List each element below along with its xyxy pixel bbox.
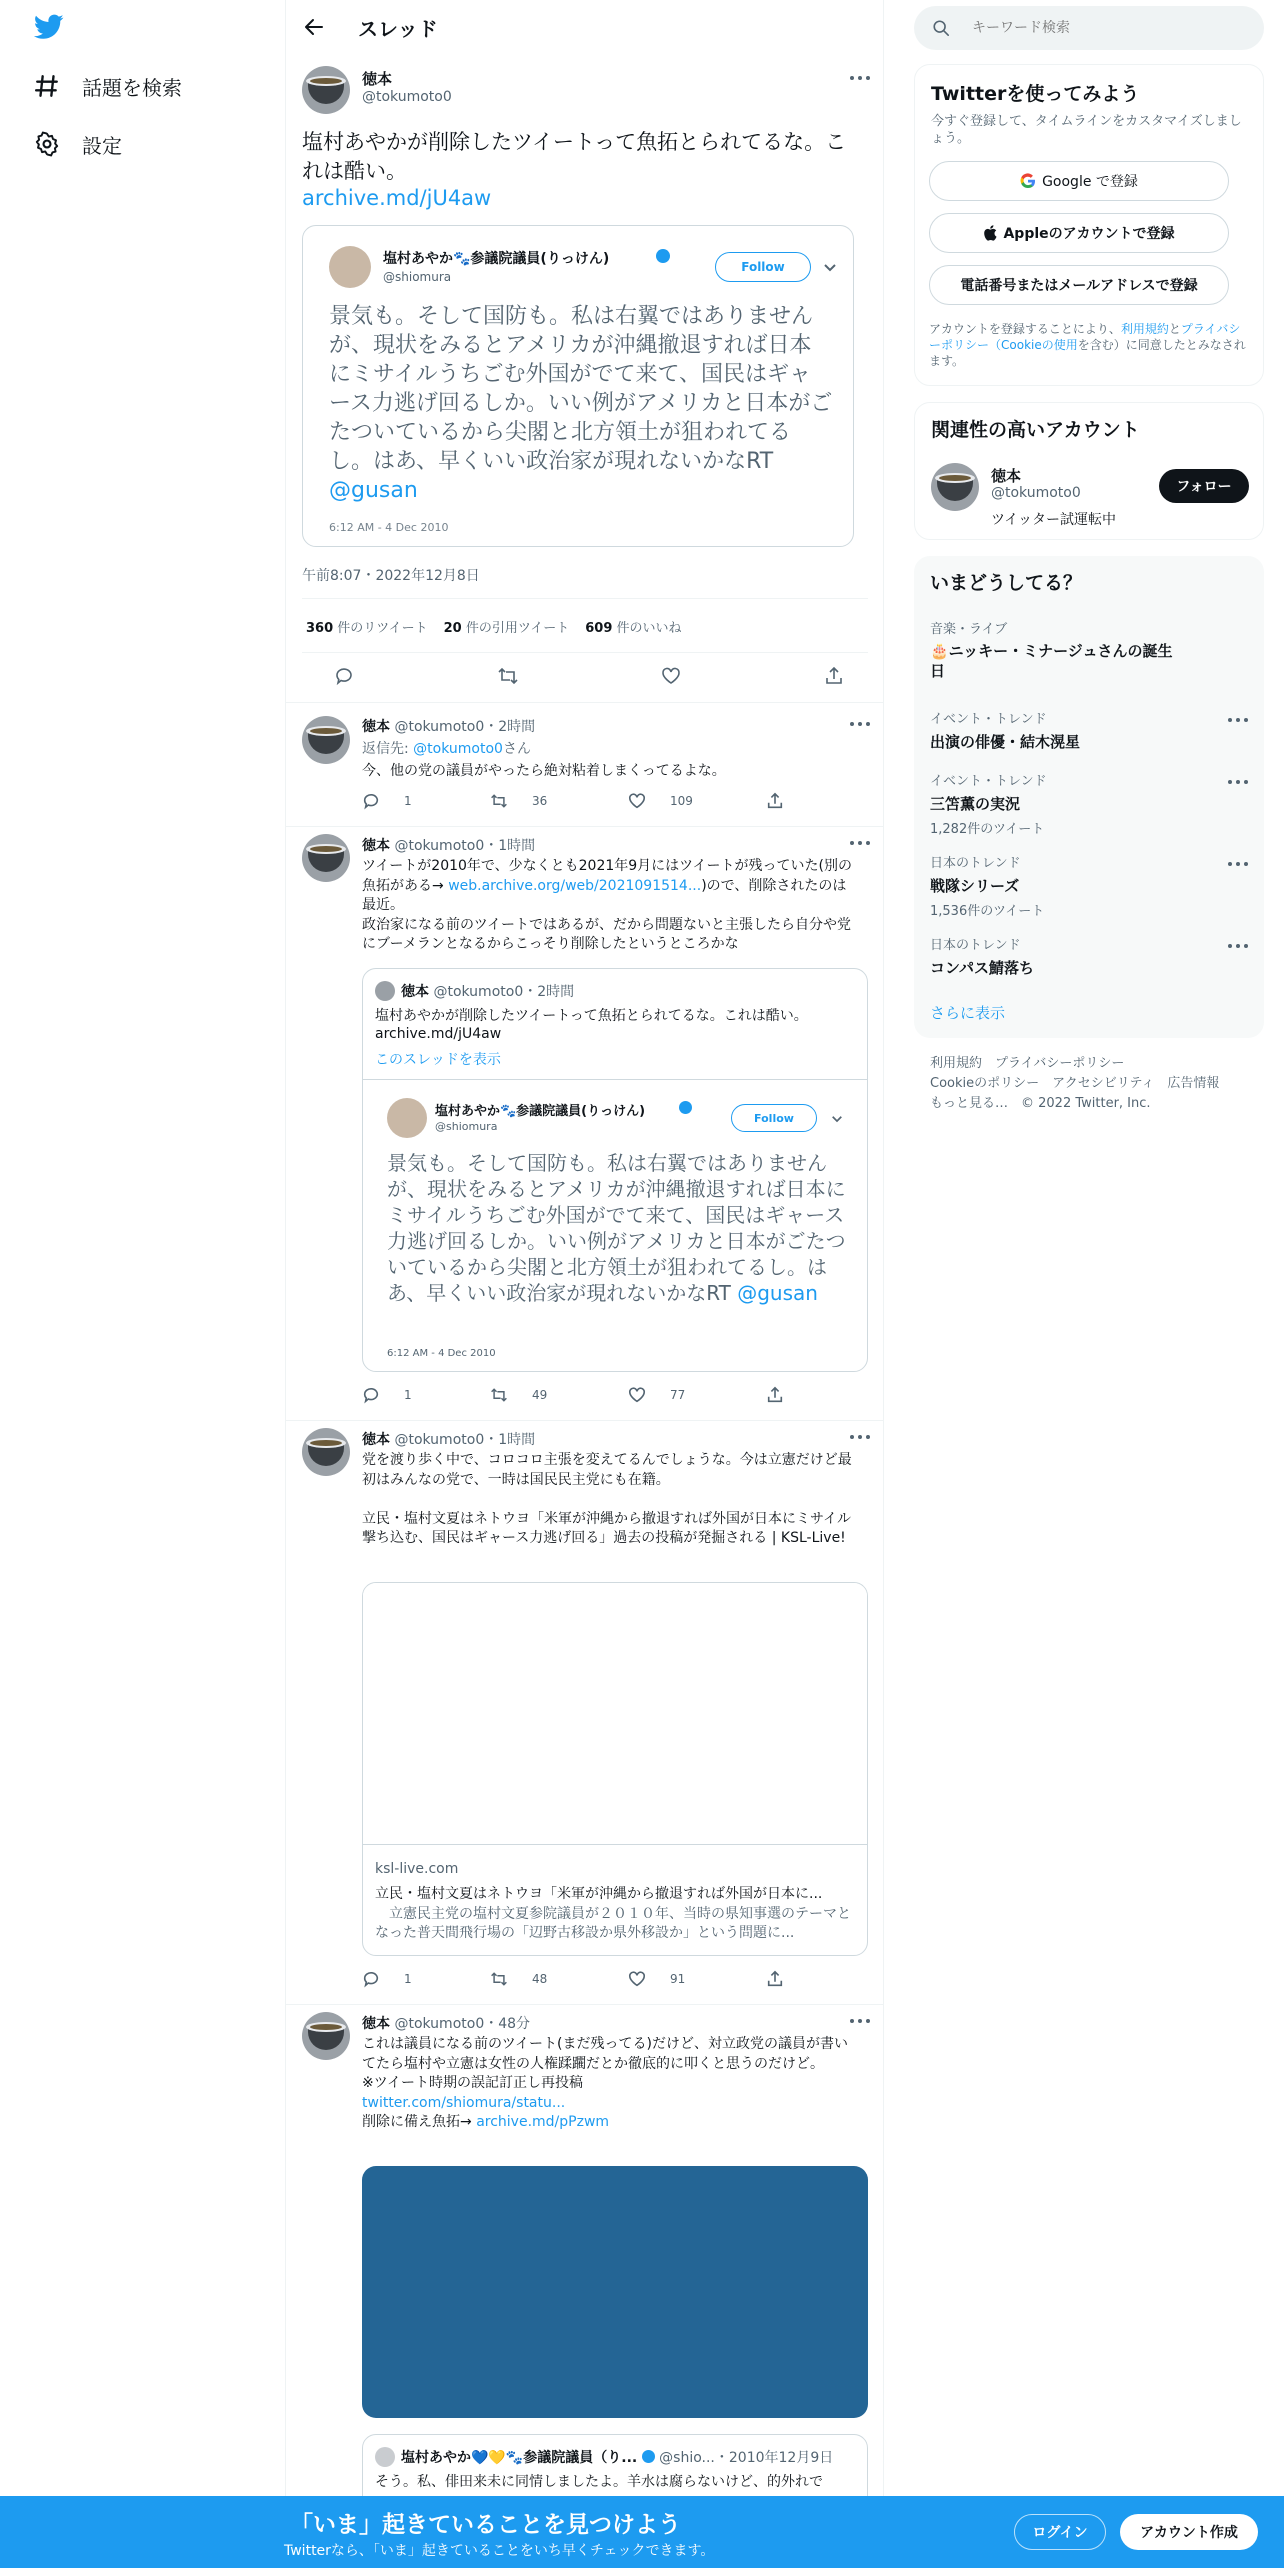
card-domain: ksl-live.com xyxy=(375,1861,459,1877)
terms-text: アカウントを登録することにより、利用規約とプライバシーポリシー（Cookieの使用を含む）に同意したとみなされます。 xyxy=(929,322,1246,368)
related-bio: ツイッター試運転中 xyxy=(991,512,1117,528)
reply-to-line: 返信先: @tokumoto0さん xyxy=(362,741,531,757)
quote-link[interactable]: archive.md/jU4aw xyxy=(375,1026,502,1042)
quote-stat[interactable]: 20 件の引用ツイート xyxy=(443,621,570,636)
retweet-icon[interactable] xyxy=(497,666,519,686)
reply-header: 徳本 @tokumoto0・2時間 xyxy=(362,719,536,735)
share-icon[interactable] xyxy=(766,1970,798,1988)
reply-text: 党を渡り歩く中で、コロコロ主張を変えてるんでしょうな。今は立憲だけど最初はみんなの党で、一時は国民民主党にも在籍。 立民・塩村文夏はネトウヨ「米軍が沖縄から撤退すれば外国が日本にミサイル撃ち込む、国民はギャース力逃げ回る」過去の投稿が発掘される | KSL-Live! xyxy=(362,1452,852,1546)
preview-image xyxy=(363,1583,868,1845)
trends-panel xyxy=(914,556,1264,1038)
login-button[interactable]: ログイン xyxy=(1014,2514,1106,2550)
follow-button[interactable]: フォロー xyxy=(1159,469,1249,503)
embed-text: 景気も。そして国防も。私は右翼ではありませんが、現状をみるとアメリカが沖縄撤退すれば日本にミサイルうちごむ外国がでて来て、国民はギャース力逃げ回るしか。いい例がアメリカと日本がごたついているから尖閣と北方領土が狙われてるし。はあ、早くいい政治家が現れないかなRT @gusan xyxy=(329,304,833,503)
trend-item[interactable]: イベント・トレンド 三笘薫の実況 1,282件のツイート xyxy=(930,774,1047,837)
reply-button[interactable]: 1 xyxy=(362,1970,412,1988)
search-icon xyxy=(932,19,950,37)
reply-text: ツイートが2010年で、少なくとも2021年9月にはツイートが残っていた(別の魚拓がある→ web.archive.org/web/2021091514...)ので、削除されたのは最近。 政治家になる前のツイートではあるが、だから問題ないと主張したら自分や党にブーメランとなるからこっそり削除したというところかな xyxy=(362,858,852,952)
chevron-down-icon[interactable] xyxy=(823,262,837,272)
trends-title: いまどうしてる？ xyxy=(930,572,1083,594)
more-icon[interactable] xyxy=(1228,718,1248,724)
tweet-link[interactable]: archive.md/jU4aw xyxy=(302,186,492,210)
signup-title: Twitterを使ってみよう xyxy=(931,83,1140,105)
chevron-down-icon[interactable] xyxy=(831,1114,843,1123)
bottom-signup-bar xyxy=(0,2496,1284,2568)
embed-time: 6:12 AM - 4 Dec 2010 xyxy=(329,521,449,534)
status-link[interactable]: twitter.com/shiomura/statu... xyxy=(362,2094,566,2111)
related-handle[interactable]: @tokumoto0 xyxy=(991,485,1081,501)
avatar[interactable] xyxy=(931,463,979,511)
nav-item-label: 話題を検索 xyxy=(82,75,182,100)
terms-link[interactable]: 利用規約 xyxy=(1120,322,1169,336)
google-signup-button[interactable]: Google で登録 xyxy=(929,161,1229,201)
quote-header: 徳本 @tokumoto0・2時間 xyxy=(401,984,575,1000)
reply-actions xyxy=(362,1970,782,1990)
avatar[interactable] xyxy=(302,716,350,764)
related-name[interactable]: 徳本 xyxy=(991,467,1022,485)
back-arrow-icon[interactable] xyxy=(304,17,324,37)
thread-header xyxy=(286,0,884,54)
show-thread-link[interactable]: このスレッドを表示 xyxy=(375,1052,501,1068)
quote-text: 塩村あやかが削除したツイートって魚拓とられてるな。これは酷い。 xyxy=(375,1008,808,1024)
nav-item-label: 設定 xyxy=(82,133,122,158)
quote-header: 塩村あやか💙💛🐾参議院議員（り... @shio...・2010年12月9日 xyxy=(401,2450,834,2466)
related-title: 関連性の高いアカウント xyxy=(931,419,1140,441)
avatar xyxy=(387,1098,427,1138)
more-icon[interactable] xyxy=(1228,862,1248,868)
avatar xyxy=(375,981,395,1001)
more-icon[interactable] xyxy=(850,2019,870,2025)
signup-button[interactable]: アカウント作成 xyxy=(1120,2514,1258,2550)
card-title: 立民・塩村文夏はネトウヨ「米軍が沖縄から撤退すれば外国が日本に... xyxy=(375,1886,823,1902)
more-icon[interactable] xyxy=(850,722,870,728)
embed-author-name: 塩村あやか🐾参議院議員(りっけん) xyxy=(383,251,610,267)
footer-links[interactable]: 利用規約 プライバシーポリシー Cookieのポリシー アクセシビリティ 広告情報 もっと見る… © 2022 Twitter, Inc. xyxy=(930,1056,1220,1111)
embedded-tweet-card[interactable] xyxy=(302,225,854,547)
archive-link[interactable]: web.archive.org/web/2021091514... xyxy=(448,877,702,894)
avatar[interactable] xyxy=(302,834,350,882)
mention-link[interactable]: @gusan xyxy=(737,1281,818,1305)
retweet-button[interactable]: 49 xyxy=(490,1386,547,1404)
card-description: 立憲民主党の塩村文夏参院議員が２０１０年、当時の県知事選のテーマとなった普天間飛行場の「辺野古移設か県外移設か」という問題に... xyxy=(375,1906,851,1941)
show-more-link[interactable]: さらに表示 xyxy=(930,1004,1006,1022)
reply-text: これは議員になる前のツイート(まだ残ってる)だけど、対立政党の議員が書いてたら塩村や立憲は女性の人権蹂躙だとか徹底的に叩くと思うのだけど。 ※ツイート時期の誤記訂正し再投稿 twitter.com/shiomura/statu... 削除に備え魚拓→ archive.md/pPzwm xyxy=(362,2036,848,2130)
privacy-link[interactable]: プライバシーポリシー（Cookieの使用 xyxy=(929,322,1241,352)
trend-item[interactable]: イベント・トレンド 出演の俳優・結木滉星 xyxy=(930,712,1081,751)
reply-actions xyxy=(362,1386,782,1406)
tweet-text: 塩村あやかが削除したツイートって魚拓とられてるな。これは酷い。 xyxy=(302,130,847,183)
bottom-subtitle: Twitterなら、「いま」起きていることをいち早くチェックできます。 xyxy=(284,2543,715,2559)
reply-button[interactable]: 1 xyxy=(362,1386,412,1404)
left-nav xyxy=(0,0,286,2568)
main-actions xyxy=(334,666,844,686)
avatar[interactable] xyxy=(302,2012,350,2060)
search-input[interactable] xyxy=(972,20,1232,36)
embed-time: 6:12 AM - 4 Dec 2010 xyxy=(387,1348,496,1359)
embed-author-name: 塩村あやか🐾参議院議員(りっけん) xyxy=(435,1104,646,1119)
trend-item[interactable]: 音楽・ライブ 🎂ニッキー・ミナージュさんの誕生日 xyxy=(930,622,1173,680)
trend-item[interactable]: 日本のトレンド コンパス鯖落ち xyxy=(930,938,1034,977)
apple-icon xyxy=(983,225,997,241)
reply-header: 徳本 @tokumoto0・1時間 xyxy=(362,838,536,854)
more-icon[interactable] xyxy=(850,841,870,847)
retweet-button[interactable]: 48 xyxy=(490,1970,547,1988)
thread-column xyxy=(286,0,884,2568)
mention-link[interactable]: @gusan xyxy=(329,478,418,503)
avatar xyxy=(329,246,371,288)
tweet-timestamp[interactable]: 午前8:07・2022年12月8日 xyxy=(302,568,480,584)
avatar[interactable] xyxy=(302,1428,350,1476)
author-handle[interactable]: @tokumoto0 xyxy=(362,89,452,105)
retweet-stat[interactable]: 360 件のリツイート xyxy=(306,621,428,636)
link-preview-card[interactable] xyxy=(362,1582,868,1956)
phone-email-signup-button[interactable]: 電話番号またはメールアドレスで登録 xyxy=(929,265,1229,305)
reply-actions xyxy=(362,792,782,812)
google-icon xyxy=(1020,173,1036,189)
share-icon[interactable] xyxy=(824,666,844,686)
reply-to-link[interactable]: @tokumoto0 xyxy=(413,741,503,757)
retweet-button[interactable]: 36 xyxy=(490,792,547,810)
apple-signup-button[interactable]: Appleのアカウントで登録 xyxy=(929,213,1229,253)
embedded-tweet-card[interactable] xyxy=(363,1079,867,1371)
signup-description: 今すぐ登録して、タイムラインをカスタマイズしましょう。 xyxy=(931,114,1242,146)
embed-text: 景気も。そして国防も。私は右翼ではありませんが、現状をみるとアメリカが沖縄撤退すれば日本にミサイルうちごむ外国がでて来て、国民はギャース力逃げ回るしか。いい例がアメリカと日本がごたついているから尖閣と北方領土が狙われてるし。はあ、早くいい政治家が現れないかなRT @gusan xyxy=(387,1151,846,1305)
like-icon[interactable] xyxy=(661,666,681,686)
nav-item-settings[interactable] xyxy=(34,124,122,164)
reply-icon[interactable] xyxy=(334,666,354,686)
nav-item-explore[interactable] xyxy=(34,66,182,106)
twitter-logo-icon[interactable] xyxy=(34,14,64,40)
author-name[interactable]: 徳本 xyxy=(362,70,393,88)
reply-text: 今、他の党の議員がやったら絶対粘着しまくってるよな。 xyxy=(362,763,726,779)
like-button[interactable]: 91 xyxy=(628,1970,685,1988)
follow-button[interactable]: Follow xyxy=(715,252,811,282)
more-icon[interactable] xyxy=(1228,944,1248,950)
like-stat[interactable]: 609 件のいいね xyxy=(585,621,682,636)
like-button[interactable]: 77 xyxy=(628,1386,685,1404)
attached-image[interactable] xyxy=(362,2166,868,2418)
hashtag-icon xyxy=(34,73,60,99)
like-button[interactable]: 109 xyxy=(628,792,693,810)
tweet-stats xyxy=(306,617,682,636)
signup-panel xyxy=(914,64,1264,386)
embed-author-handle: @shiomura xyxy=(435,1120,498,1133)
bottom-title: 「いま」起きていることを見つけよう xyxy=(290,2512,681,2538)
more-icon[interactable] xyxy=(1228,780,1248,786)
share-icon[interactable] xyxy=(766,1386,798,1404)
follow-button[interactable]: Follow xyxy=(731,1104,817,1132)
related-accounts-panel xyxy=(914,402,1264,540)
search-box[interactable] xyxy=(914,6,1264,50)
verified-icon xyxy=(642,2450,655,2463)
reply-header: 徳本 @tokumoto0・48分 xyxy=(362,2016,531,2032)
verified-icon xyxy=(679,1101,692,1114)
verified-icon xyxy=(656,249,670,263)
embed-author-handle: @shiomura xyxy=(383,270,452,284)
gear-icon xyxy=(34,131,60,157)
page-title: スレッド xyxy=(358,16,438,41)
reply-button[interactable]: 1 xyxy=(362,792,412,810)
more-icon[interactable] xyxy=(850,1435,870,1441)
share-icon[interactable] xyxy=(766,792,798,810)
avatar[interactable] xyxy=(302,66,350,114)
trend-item[interactable]: 日本のトレンド 戦隊シリーズ 1,536件のツイート xyxy=(930,856,1045,919)
quote-text: そう。私、俳田来未に同情しましたよ。羊水は腐らないけど、的外れで xyxy=(375,2474,823,2490)
avatar xyxy=(375,2447,395,2467)
quoted-tweet-card[interactable] xyxy=(362,968,868,1372)
more-icon[interactable] xyxy=(850,76,870,82)
reply-header: 徳本 @tokumoto0・1時間 xyxy=(362,1432,536,1448)
archive-link[interactable]: archive.md/pPzwm xyxy=(476,2114,610,2130)
